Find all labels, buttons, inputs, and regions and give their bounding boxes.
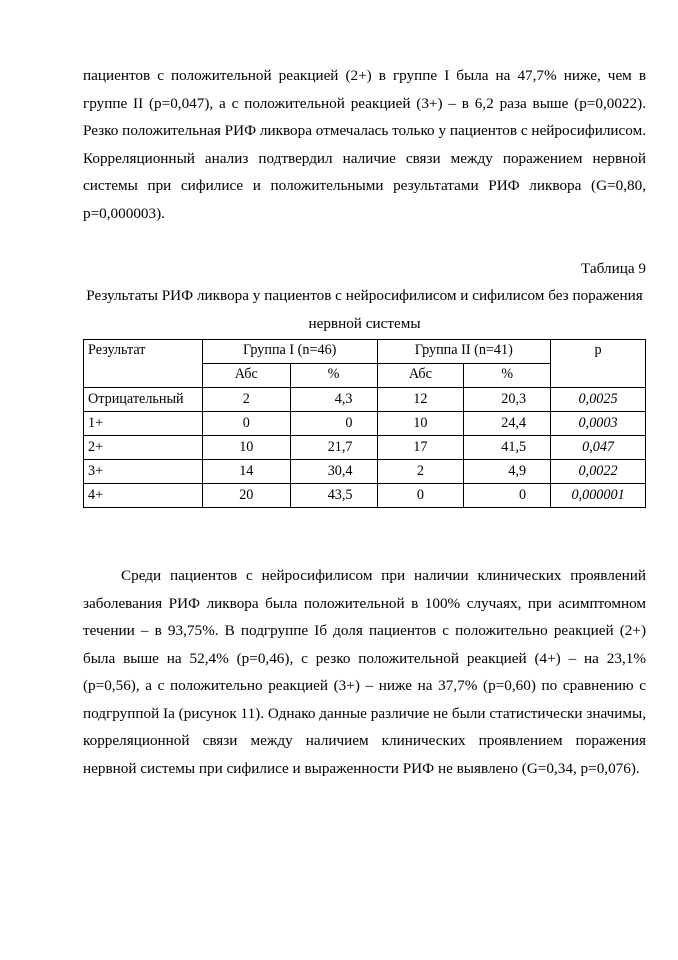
g2-pct-cell: 4,9	[464, 460, 551, 484]
p-value-cell: 0,0025	[551, 388, 646, 412]
results-table	[83, 339, 646, 508]
p-value-cell: 0,000001	[551, 484, 646, 508]
p-value-cell: 0,0003	[551, 412, 646, 436]
g2-pct-cell: 20,3	[464, 388, 551, 412]
row-label: Отрицательный	[84, 388, 203, 412]
header-result: Результат	[84, 340, 203, 388]
g1-pct-cell: 43,5	[290, 484, 377, 508]
header-group2: Группа II (n=41)	[377, 340, 551, 364]
g1-abs-cell: 10	[202, 436, 290, 460]
paragraph-intro: пациентов с положительной реакцией (2+) в группе I была на 47,7% ниже, чем в группе II (р=0,047), а с положительной реакцией (3+) – в 6,2 раза выше (р=0,0022). Резко положительная РИФ ликвора отмечалась только у пациентов с нейросифилисом. Корреляционный анализ подтвердил наличие связи между поражением нервной системы при сифилисе и положительными результатами РИФ ликвора (G=0,80, р=0,000003).	[83, 67, 646, 222]
row-label: 2+	[84, 436, 203, 460]
g1-abs-cell: 14	[202, 460, 290, 484]
g1-abs-cell: 0	[202, 412, 290, 436]
row-label: 4+	[84, 484, 203, 508]
header-p: р	[551, 340, 646, 388]
header-g1-percent: %	[290, 364, 377, 388]
g2-abs-cell: 0	[377, 484, 464, 508]
table-row	[84, 388, 646, 412]
header-g1-abs: Абс	[202, 364, 290, 388]
table-number: Таблица 9	[581, 260, 646, 277]
g2-abs-cell: 17	[377, 436, 464, 460]
g2-abs-cell: 2	[377, 460, 464, 484]
g1-pct-cell: 4,3	[290, 388, 377, 412]
g1-abs-cell: 2	[202, 388, 290, 412]
table-row	[84, 436, 646, 460]
g2-abs-cell: 12	[377, 388, 464, 412]
header-group1: Группа I (n=46)	[202, 340, 377, 364]
g1-pct-cell: 30,4	[290, 460, 377, 484]
g1-pct-cell: 0	[290, 412, 377, 436]
table-row	[84, 412, 646, 436]
g1-pct-cell: 21,7	[290, 436, 377, 460]
table-row	[84, 484, 646, 508]
row-label: 1+	[84, 412, 203, 436]
g2-pct-cell: 41,5	[464, 436, 551, 460]
table-row	[84, 460, 646, 484]
header-g2-percent: %	[464, 364, 551, 388]
g2-abs-cell: 10	[377, 412, 464, 436]
g1-abs-cell: 20	[202, 484, 290, 508]
paragraph-subgroups: Среди пациентов с нейросифилисом при наличии клинических проявлений заболевания РИФ ликвора была положительной в 100% случаях, при асимптомном течении – в 93,75%. В подгруппе Iб доля пациентов с положительно реакцией (2+) была выше на 52,4% (р=0,46), с резко положительной реакцией (4+) – на 23,1% (р=0,56), а с положительно реакцией (3+) – ниже на 37,7% (р=0,60) по сравнению с подгруппой Iа (рисунок 11). Однако данные различие не были статистически значимы, корреляционной связи между наличием клинических проявлением поражения нервной системы при сифилисе и выраженности РИФ не выявлено (G=0,34, р=0,076).	[83, 567, 646, 777]
row-label: 3+	[84, 460, 203, 484]
p-value-cell: 0,0022	[551, 460, 646, 484]
g2-pct-cell: 24,4	[464, 412, 551, 436]
header-g2-abs: Абс	[377, 364, 464, 388]
g2-pct-cell: 0	[464, 484, 551, 508]
p-value-cell: 0,047	[551, 436, 646, 460]
table-caption: Результаты РИФ ликвора у пациентов с нейросифилисом и сифилисом без поражения нервной системы	[86, 287, 643, 332]
